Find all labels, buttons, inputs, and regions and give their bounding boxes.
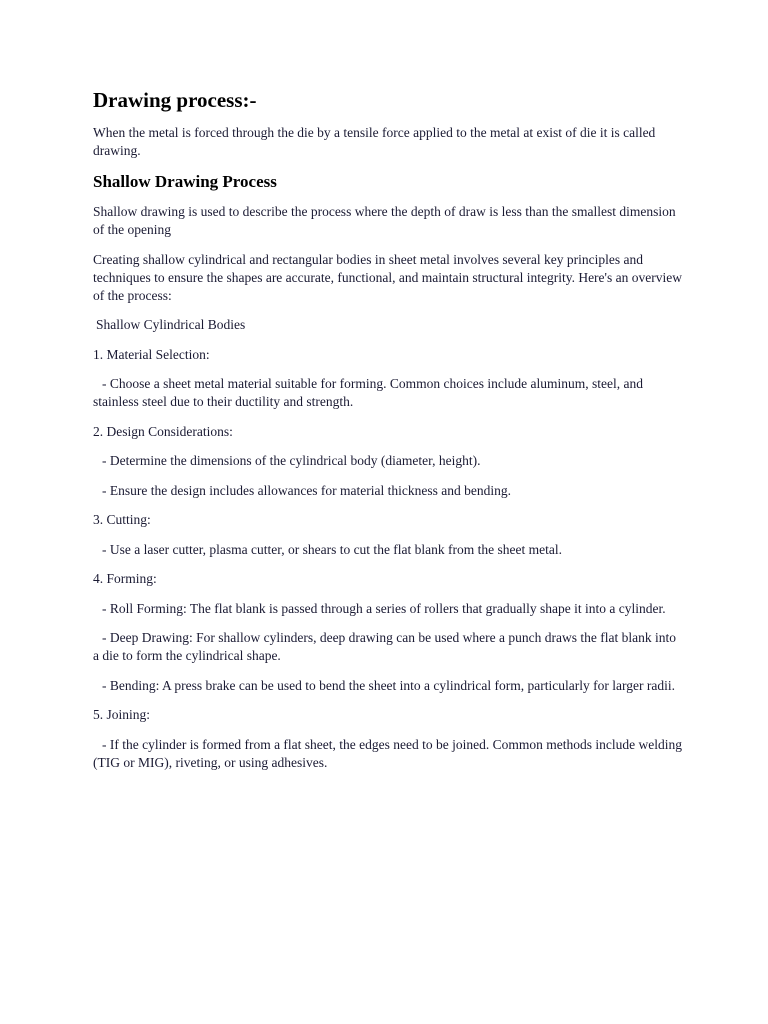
step-point: - Use a laser cutter, plasma cutter, or shears to cut the flat blank from the sheet metal.	[102, 541, 562, 557]
step-point: - Ensure the design includes allowances for material thickness and bending.	[102, 482, 512, 498]
document-page	[93, 88, 683, 783]
step-title: 1. Material Selection:	[93, 346, 210, 362]
step-point: - If the cylinder is formed from a flat sheet, the edges need to be joined. Common methods include welding (TIG or MIG), riveting, or using adhesives.	[93, 736, 682, 770]
step-point: - Choose a sheet metal material suitable for forming. Common choices include aluminum, steel, and stainless steel due to their ductility and strength.	[93, 376, 643, 409]
intro-paragraph: When the metal is forced through the die by a tensile force applied to the metal at exist of die it is called drawing.	[93, 125, 656, 158]
subheading-cylindrical: Shallow Cylindrical Bodies	[96, 317, 246, 332]
step-title: 4. Forming:	[93, 571, 157, 586]
step-point: - Determine the dimensions of the cylindrical body (diameter, height).	[102, 453, 481, 468]
step-point: - Bending: A press brake can be used to bend the sheet into a cylindrical form, particularly for larger radii.	[102, 677, 675, 693]
section-heading: Shallow Drawing Process	[93, 172, 277, 191]
step-title: 5. Joining:	[93, 707, 151, 722]
step-title: 2. Design Considerations:	[93, 423, 233, 439]
step-point: - Roll Forming: The flat blank is passed through a series of rollers that gradually shape it into a cylinder.	[102, 600, 666, 616]
step-point: - Deep Drawing: For shallow cylinders, deep drawing can be used where a punch draws the flat blank into a die to form the cylindrical shape.	[93, 630, 676, 663]
page-title: Drawing process:-	[93, 88, 257, 112]
paragraph-overview: Creating shallow cylindrical and rectangular bodies in sheet metal involves several key principles and techniques to ensure the shapes are accurate, functional, and maintain structural integrity. Here's an overview of the process:	[93, 251, 682, 303]
paragraph-definition: Shallow drawing is used to describe the process where the depth of draw is less than the smallest dimension of the opening	[93, 204, 676, 237]
step-title: 3. Cutting:	[93, 512, 151, 527]
